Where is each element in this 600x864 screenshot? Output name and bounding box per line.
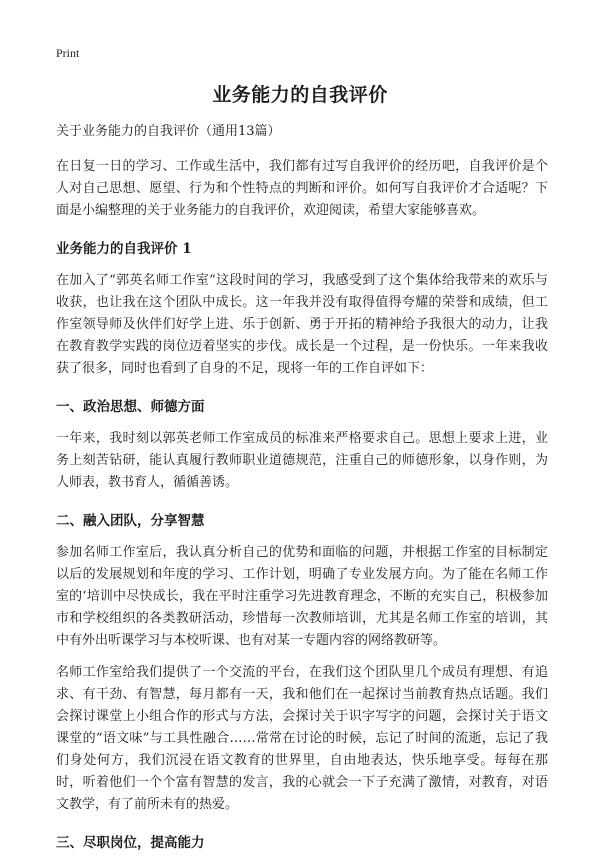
section-1-paragraph: 在加入了“郭英名师工作室”这段时间的学习，我感受到了这个集体给我带来的欢乐与收获，也让我在这个团队中成长。这一年我并没有取得值得夸耀的荣誉和成绩，但工作室领导师及伙伴们好学上进、乐于创新、勇于开拓的精神给予我很大的动力，让我在教育教学实践的岗位迈着坚实的步伐。成长是一个过程，是一份快乐。一年来我收获了很多，同时也看到了自身的不足，现将一年的工作自评如下： [56,273,548,376]
intro-paragraph: 在日复一日的学习、工作或生活中，我们都有过写自我评价的经历吧，自我评价是个人对自己思想、愿望、行为和个性特点的判断和评价。如何写自我评价才合适呢？下面是小编整理的关于业务能力的自我评价，欢迎阅读，希望大家能够喜欢。 [56,159,548,218]
paragraph-team-sharing-2: 名师工作室给我们提供了一个交流的平台，在我们这个团队里几个成员有理想、有追求、有干劲、有智慧，每月都有一天，我和他们在一起探讨当前教育热点话题。我们会探讨课堂上小组合作的形式与方法，会探讨关于识字写字的问题，会探讨关于语文课堂的“语文味”与工具性融合……常常在讨论的时候，忘记了时间的流逝，忘记了我们身处何方，我们沉浸在语文教育的世界里，自由地表达，快乐地享受。每每在那时，听着他们一个个富有智慧的发言，我的心就会一下子充满了激情，对教育，对语文教学，有了前所未有的热爱。 [56,665,548,812]
document-body [56,122,548,864]
section-1-title: 业务能力的自我评价 1 [56,241,192,257]
document-subtitle: 关于业务能力的自我评价（通用13篇） [56,124,281,139]
paragraph-politics-ethics: 一年来，我时刻以郭英老师工作室成员的标准来严格要求自己。思想上要求上进，业务上刻苦钻研，能认真履行教师职业道德规范，注重自己的师德形象，以身作则，为人师表，教书育人，循循善诱。 [56,431,548,490]
heading-team-sharing: 二、融入团队，分享智慧 [56,513,205,529]
heading-duty-ability: 三、尽职岗位，提高能力 [56,835,205,851]
print-link[interactable]: Print [56,46,80,60]
document-title: 业务能力的自我评价 [212,84,388,106]
paragraph-team-sharing-1: 参加名师工作室后，我认真分析自己的优势和面临的问题，并根据工作室的目标制定以后的发展规划和年度的学习、工作计划，明确了专业发展方向。为了能在名师工作室的‘培训中尽快成长，我在平时注重学习先进教育理念，不断的充实自己，积极参加市和学校组织的各类教研活动，珍惜每一次教师培训，尤其是名师工作室的培训，其中有外出听课学习与本校听课、也有对某一专题内容的网络教研等。 [56,545,548,648]
heading-politics-ethics: 一、政治思想、师德方面 [56,399,205,415]
